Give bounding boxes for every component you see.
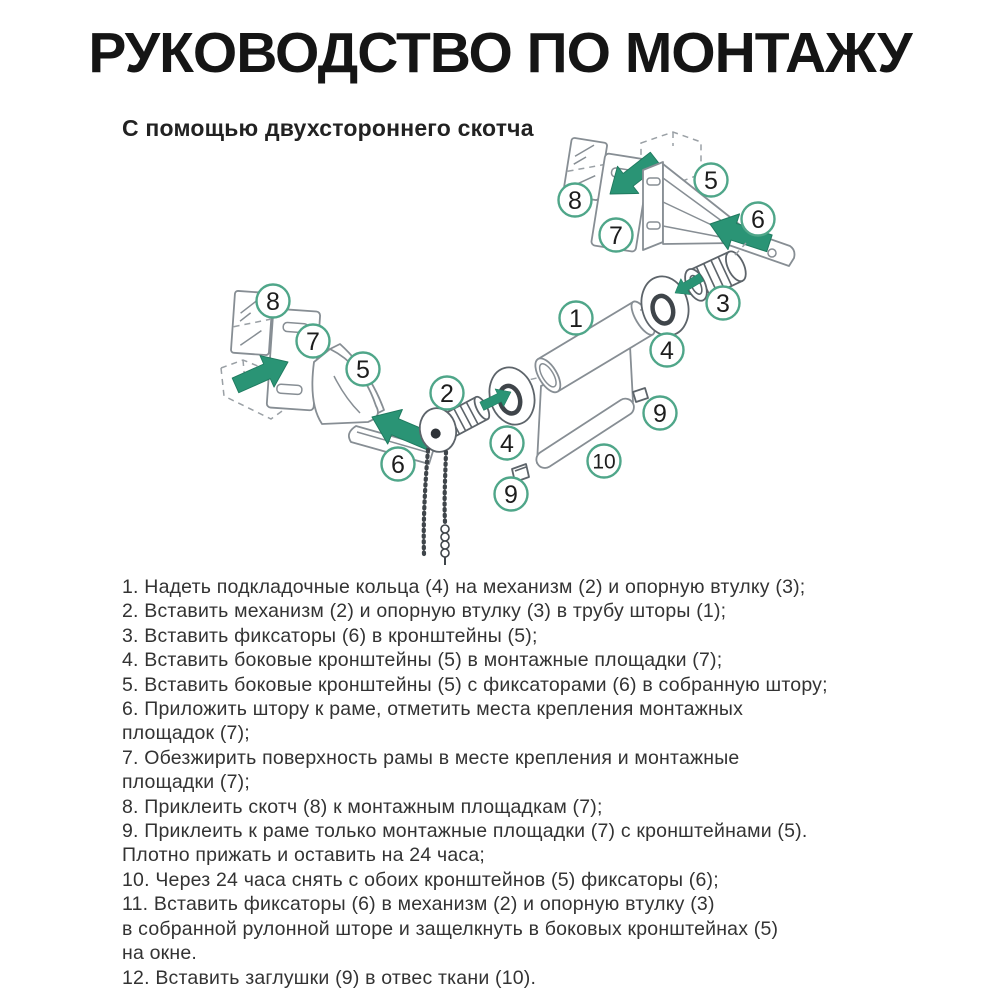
svg-text:8: 8 (568, 187, 582, 215)
instruction-line-12: 12. Вставить заглушки (9) в отвес ткани (10). (122, 966, 537, 989)
instruction-line-1: 1. Надеть подкладочные кольца (4) на механизм (2) и опорную втулку (3); (122, 576, 806, 598)
svg-text:6: 6 (391, 451, 405, 479)
callout-2 (431, 377, 464, 410)
instruction-line-4: 4. Вставить боковые кронштейны (5) в монтажные площадки (7); (122, 649, 723, 672)
svg-text:9: 9 (504, 481, 518, 509)
bead-chain (424, 450, 449, 565)
page-title: РУКОВОДСТВО ПО МОНТАЖУ (88, 21, 912, 85)
callout-8 (559, 184, 592, 217)
callout-7 (600, 219, 633, 252)
svg-text:3: 3 (716, 290, 730, 318)
svg-text:4: 4 (660, 337, 674, 365)
end-plug-right (633, 388, 648, 402)
instruction-line-6: 6. Приложить штору к раме, отметить места крепления монтажных (122, 698, 744, 721)
callout-5 (695, 164, 728, 197)
instruction-line-3: 3. Вставить фиксаторы (6) в кронштейны (5); (122, 624, 538, 647)
svg-text:9: 9 (653, 400, 667, 428)
svg-text:6: 6 (751, 206, 765, 234)
instruction-line-8: 8. Приклеить скотч (8) к монтажным площадкам (7); (122, 795, 603, 818)
callout-9 (644, 397, 677, 430)
svg-text:4: 4 (500, 430, 514, 458)
instruction-line-9: 9. Приклеить к раме только монтажные площадки (7) с кронштейнами (5). (122, 820, 808, 843)
callout-3 (707, 287, 740, 320)
svg-text:8: 8 (266, 288, 280, 316)
callout-7 (297, 325, 330, 358)
instruction-line-7: 7. Обезжирить поверхность рамы в месте крепления и монтажные (122, 746, 740, 769)
instructions-list (122, 575, 922, 990)
page-subtitle: С помощью двухстороннего скотча (122, 115, 534, 141)
svg-text:5: 5 (704, 167, 718, 195)
callout-9 (495, 478, 528, 511)
svg-text:2: 2 (440, 380, 454, 408)
svg-text:1: 1 (569, 305, 583, 333)
callout-1 (560, 302, 593, 335)
svg-text:10: 10 (592, 450, 616, 474)
instruction-line-6: площадок (7); (122, 722, 250, 745)
instruction-line-5: 5. Вставить боковые кронштейны (5) с фиксаторами (6) в собранную штору; (122, 673, 828, 696)
callout-4 (491, 427, 524, 460)
callout-8 (257, 285, 290, 318)
svg-text:7: 7 (306, 328, 320, 356)
callout-4 (651, 334, 684, 367)
instruction-line-11: в собранной рулонной шторе и защелкнуть в боковых кронштейнах (5) (122, 917, 779, 940)
callout-6 (382, 448, 415, 481)
svg-text:7: 7 (609, 222, 623, 250)
instruction-line-2: 2. Вставить механизм (2) и опорную втулку (3) в трубу шторы (1); (122, 600, 727, 623)
instruction-line-11: 11. Вставить фиксаторы (6) в механизм (2) и опорную втулку (3) (122, 893, 715, 916)
instruction-line-7: площадки (7); (122, 771, 250, 794)
svg-text:5: 5 (356, 356, 370, 384)
callout-10 (588, 445, 621, 478)
assembly-diagram (0, 130, 1000, 580)
callout-5 (347, 353, 380, 386)
instruction-line-9: Плотно прижать и оставить на 24 часа; (122, 844, 486, 867)
instruction-line-10: 10. Через 24 часа снять с обоих кронштейнов (5) фиксаторы (6); (122, 868, 719, 891)
callout-6 (742, 203, 775, 236)
instruction-line-11: на окне. (122, 942, 198, 965)
